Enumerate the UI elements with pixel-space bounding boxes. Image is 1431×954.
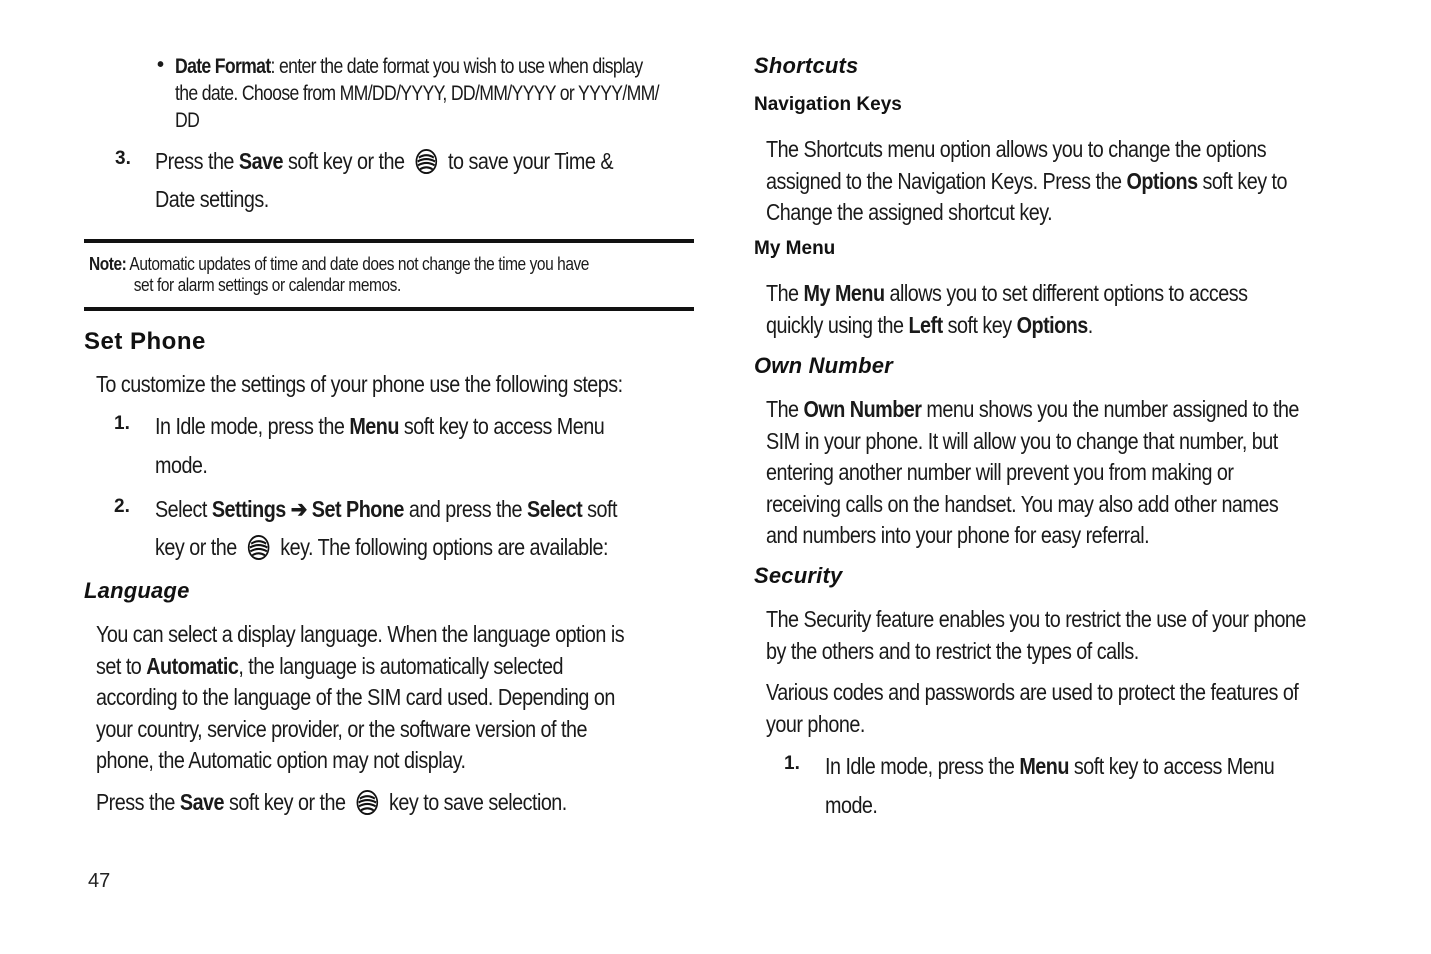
date-format-line3: DD [175,109,200,132]
date-format-desc: : enter the date format you wish to use when display [270,55,643,78]
step-3-text: Press the Save soft key or the to save your Time & Date settings. [155,148,614,212]
press-save-text: Press the Save soft key or the key to save selection. [96,789,567,815]
security-step-1-number: 1. [784,753,800,774]
note-top-rule [84,239,694,243]
save-key-label: Save [238,148,284,174]
my-menu-paragraph: The My Menu allows you to set different options to access quickly using the Left soft key Options. [766,280,1248,338]
date-format-bullet [175,53,659,134]
att-globe-key-icon [356,789,379,816]
security-heading: Security [754,563,843,588]
page-number: 47 [88,870,111,892]
date-format-term: Date Format [175,55,271,78]
att-globe-key-icon [247,534,270,561]
set-phone-intro: To customize the settings of your phone use the following steps: [96,371,623,397]
navigation-keys-paragraph: The Shortcuts menu option allows you to change the options assigned to the Navigation Keys. Press the Options soft key to Change the assigned shortcut key. [766,136,1288,225]
step-2-number: 2. [114,496,130,517]
language-heading: Language [84,578,190,603]
date-format-line2: the date. Choose from MM/DD/YYYY, DD/MM/YYYY or YYYY/MM/ [175,82,659,105]
step-1-number: 1. [114,413,130,434]
security-step-1-text: In Idle mode, press the Menu soft key to access Menu mode. [825,753,1275,818]
step-2-text: Select Settings ➔ Set Phone and press the Select soft key or the key. The following options are available: [155,496,617,560]
note-block: Note: Automatic updates of time and date does not change the time you have set for alarm settings or calendar memos. [89,254,589,295]
language-paragraph: You can select a display language. When the language option is set to Automatic, the language is automatically selected according to the language of the SIM card used. Depending on your country, service provider, or the software version of the phone, the Automatic option may not display. [96,621,625,773]
att-globe-key-icon [415,148,438,175]
my-menu-heading: My Menu [754,238,836,259]
security-paragraph-2: Various codes and passwords are used to protect the features of your phone. [766,679,1299,737]
step-3-number: 3. [115,148,131,169]
menu-key-label: Menu [349,413,399,439]
own-number-paragraph: The Own Number menu shows you the number assigned to the SIM in your phone. It will allow you to change that number, but entering another number will prevent you from making or receiving calls on the handset. You may also add other names and numbers into your phone for easy referral. [766,396,1299,548]
bullet-dot: • [157,54,165,76]
automatic-label: Automatic [146,652,239,679]
note-label: Note: [89,254,127,274]
options-key-label: Options [1126,167,1198,194]
step-1-text: In Idle mode, press the Menu soft key to access Menu mode. [155,413,605,478]
own-number-heading: Own Number [754,353,893,378]
security-paragraph-1: The Security feature enables you to restrict the use of your phone by the others and to restrict the types of calls. [766,606,1306,664]
set-phone-heading: Set Phone [84,328,206,355]
note-bottom-rule [84,307,694,311]
navigation-keys-heading: Navigation Keys [754,94,902,115]
shortcuts-heading: Shortcuts [754,53,859,78]
